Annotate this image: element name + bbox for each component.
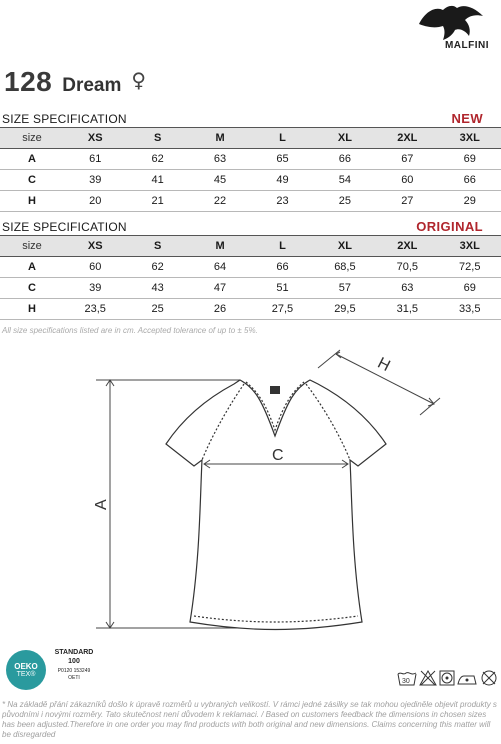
table-cell: 45	[189, 170, 251, 191]
product-name: Dream	[62, 75, 122, 96]
oeko-label: OEKO	[14, 661, 38, 671]
table-cell: 29,5	[314, 299, 376, 320]
table-row	[0, 191, 501, 212]
table-row	[0, 278, 501, 299]
table-cell: 22	[189, 191, 251, 212]
table-cell: 69	[439, 149, 501, 170]
table-cell: 25	[126, 299, 188, 320]
table-cell: 57	[314, 278, 376, 299]
table-cell: 51	[251, 278, 313, 299]
spec-title: SIZE SPECIFICATION	[2, 220, 127, 234]
column-header: XL	[337, 132, 352, 144]
table-cell: 33,5	[439, 299, 501, 320]
table-cell: C	[0, 278, 64, 299]
column-header: XS	[87, 132, 103, 144]
tumble-dry-icon	[440, 671, 454, 685]
table-cell: 31,5	[376, 299, 438, 320]
standard-number: 100	[68, 658, 80, 665]
table-cell: 72,5	[439, 257, 501, 278]
product-number: 128	[4, 66, 53, 97]
disclaimer-text: * Na základě přání zákazníků došlo k úpravě rozměrů u vybraných velikostí. V rámci jedné zásilky se tak mohou ojediněle objevit produkty s původními i novými rozměry. Tato skutečnost není důvodem k reklamaci. / Based on customers feedback the dimensions in chosen sizes has been adjusted.Therefore in one order you may find products with both original and new dimensions. Claims concerning this matter will be disregarded	[2, 700, 497, 739]
oeko-tex-badge	[6, 650, 46, 690]
column-header: L	[279, 240, 286, 252]
column-header: 2XL	[397, 240, 418, 252]
table-cell: 60	[64, 257, 126, 278]
table-cell: 66	[314, 149, 376, 170]
dimension-label-c: C	[272, 447, 284, 464]
table-cell: 27	[376, 191, 438, 212]
no-dry-clean-icon	[482, 671, 496, 685]
column-header: XS	[87, 240, 103, 252]
spec-tag-original: ORIGINAL	[416, 219, 483, 234]
size-table-new	[0, 127, 501, 212]
table-cell: 23	[251, 191, 313, 212]
table-cell: 47	[189, 278, 251, 299]
table-cell: A	[0, 149, 64, 170]
iron-icon	[458, 676, 476, 684]
table-header-row	[0, 128, 501, 149]
no-bleach-icon	[420, 671, 436, 685]
dimension-label-h: H	[374, 354, 393, 376]
table-cell: 63	[189, 149, 251, 170]
table-row	[0, 170, 501, 191]
table-cell: 62	[126, 257, 188, 278]
table-cell: 26	[189, 299, 251, 320]
oeko-standard-text	[50, 648, 98, 681]
table-cell: 61	[64, 149, 126, 170]
table-cell: 54	[314, 170, 376, 191]
table-row	[0, 299, 501, 320]
column-header: 3XL	[459, 240, 480, 252]
spec-tag-new: NEW	[451, 111, 483, 126]
table-cell: 49	[251, 170, 313, 191]
table-row	[0, 257, 501, 278]
table-row	[0, 149, 501, 170]
table-cell: 43	[126, 278, 188, 299]
product-header	[4, 66, 146, 98]
table-cell: 65	[251, 149, 313, 170]
column-header: S	[153, 240, 162, 252]
wash-temp: 30	[402, 678, 410, 685]
care-symbols	[396, 668, 500, 688]
table-cell: 70,5	[376, 257, 438, 278]
column-header: size	[22, 240, 42, 252]
table-cell: 25	[314, 191, 376, 212]
table-cell: 39	[64, 170, 126, 191]
female-symbol-icon: ♀	[131, 68, 147, 92]
column-header: L	[279, 132, 286, 144]
table-cell: 64	[189, 257, 251, 278]
table-cell: 41	[126, 170, 188, 191]
certificate-code: P0120 153249	[57, 668, 91, 674]
column-header: 2XL	[397, 132, 418, 144]
size-spec-new	[0, 111, 501, 212]
table-cell: 68,5	[314, 257, 376, 278]
table-cell: H	[0, 299, 64, 320]
column-header: S	[153, 132, 162, 144]
table-cell: A	[0, 257, 64, 278]
table-cell: 21	[126, 191, 188, 212]
shirt-outline	[166, 380, 386, 630]
table-cell: 66	[251, 257, 313, 278]
tolerance-note: All size specifications listed are in cm. Accepted tolerance of up to ± 5%.	[2, 326, 258, 335]
table-cell: H	[0, 191, 64, 212]
column-header: 3XL	[459, 132, 480, 144]
column-header: M	[215, 132, 225, 144]
table-cell: 20	[64, 191, 126, 212]
table-cell: 60	[376, 170, 438, 191]
wash-30-icon	[398, 673, 416, 685]
table-cell: 27,5	[251, 299, 313, 320]
standard-label: STANDARD	[54, 649, 94, 656]
size-spec-original	[0, 219, 501, 320]
table-cell: 23,5	[64, 299, 126, 320]
table-cell: C	[0, 170, 64, 191]
table-cell: 62	[126, 149, 188, 170]
spec-title: SIZE SPECIFICATION	[2, 112, 127, 126]
table-cell: 67	[376, 149, 438, 170]
table-header-row	[0, 236, 501, 257]
table-cell: 29	[439, 191, 501, 212]
brand-name: MALFINI	[444, 40, 489, 51]
garment-diagram	[0, 340, 501, 640]
column-header: size	[22, 132, 42, 144]
column-header: M	[215, 240, 225, 252]
table-cell: 39	[64, 278, 126, 299]
size-table-original	[0, 235, 501, 320]
column-header: XL	[337, 240, 352, 252]
table-cell: 69	[439, 278, 501, 299]
dimension-label-a: A	[93, 499, 110, 510]
table-cell: 63	[376, 278, 438, 299]
certificate-institute: OETI	[68, 675, 80, 681]
tex-label: TEX®	[16, 670, 36, 678]
table-cell: 66	[439, 170, 501, 191]
